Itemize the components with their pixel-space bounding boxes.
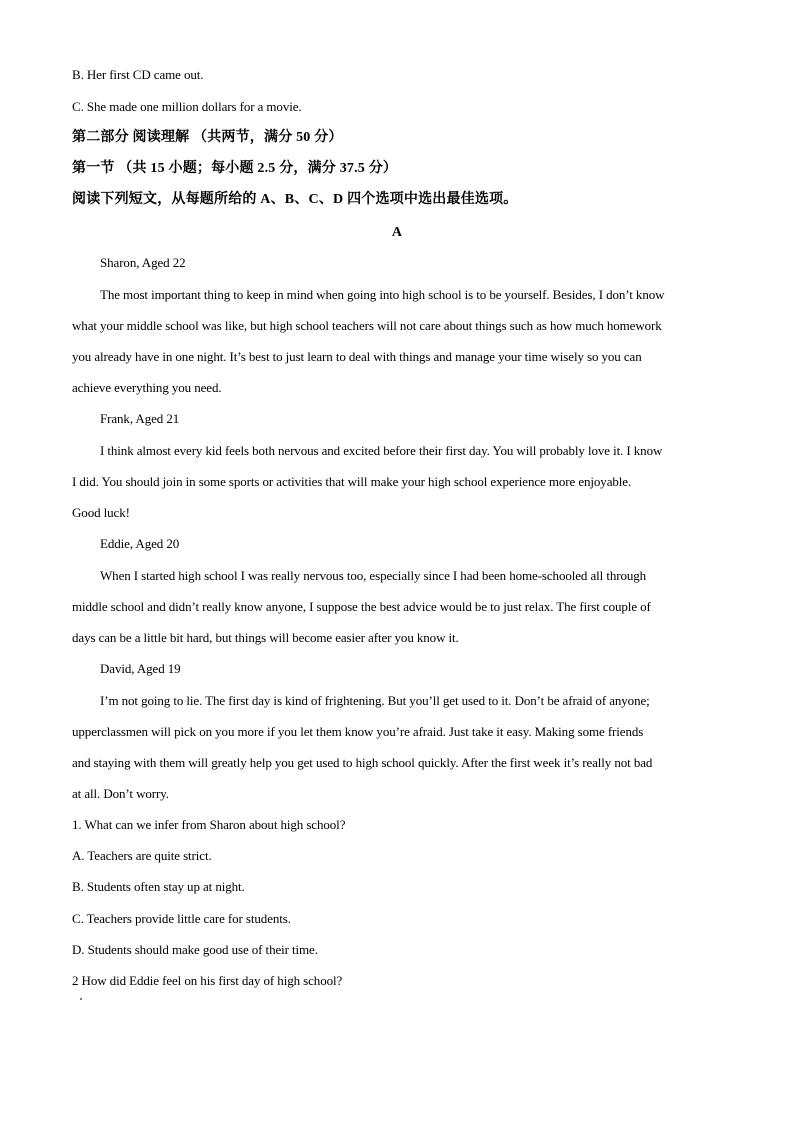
paragraph-line: at all. Don’t worry. [72,786,169,801]
prev-option-c: C. She made one million dollars for a movie. [72,99,302,114]
subsection-title: 第一节 （共 15 小题；每小题 2.5 分，满分 37.5 分） [72,161,398,176]
question-2-stem: 2 How did Eddie feel on his first day of high school? [72,973,343,988]
paragraph-line: I think almost every kid feels both nervous and excited before their first day. You will probably love it. I know [100,443,663,458]
paragraph-line: what your middle school was like, but high school teachers will not care about things such as how much homework [72,318,662,333]
paragraph-line: days can be a little bit hard, but things will become easier after you know it. [72,630,459,645]
paragraph-line: and staying with them will greatly help you get used to high school quickly. After the first week it’s really not bad [72,755,653,770]
question-1-stem: 1. What can we infer from Sharon about high school? [72,817,346,832]
paragraph-line: achieve everything you need. [72,380,222,395]
part-title: 第二部分 阅读理解 （共两节，满分 50 分） [72,130,343,145]
paragraph-line: I’m not going to lie. The first day is kind of frightening. But you’ll get used to it. Don’t be afraid of anyone; [100,693,650,708]
paragraph-line: When I started high school I was really nervous too, especially since I had been home-schooled all through [100,568,647,583]
paragraph-line: I did. You should join in some sports or activities that will make your high school experience more enjoyable. [72,474,632,489]
paragraph-line: you already have in one night. It’s best to just learn to deal with things and manage your time wisely so you can [72,349,642,364]
paragraph-line: upperclassmen will pick on you more if you let them know you’re afraid. Just take it easy. Making some friends [72,724,644,739]
speaker-eddie: Eddie, Aged 20 [100,536,180,551]
speaker-david: David, Aged 19 [100,661,181,676]
scan-dot [80,998,82,1000]
speaker-sharon: Sharon, Aged 22 [100,255,186,270]
paragraph-line: The most important thing to keep in mind when going into high school is to be yourself. Besides, I don’t know [100,287,665,302]
question-1-option-b: B. Students often stay up at night. [72,879,245,894]
question-1-option-c: C. Teachers provide little care for students. [72,911,291,926]
question-1-option-d: D. Students should make good use of their time. [72,942,318,957]
prev-option-b: B. Her first CD came out. [72,67,204,82]
passage-label: A [391,225,403,240]
paragraph-line: middle school and didn’t really know anyone, I suppose the best advice would be to just relax. The first couple of [72,599,651,614]
question-1-option-a: A. Teachers are quite strict. [72,848,212,863]
instruction: 阅读下列短文，从每题所给的 A、B、C、D 四个选项中选出最佳选项。 [72,192,518,207]
paragraph-line: Good luck! [72,505,130,520]
speaker-frank: Frank, Aged 21 [100,411,180,426]
